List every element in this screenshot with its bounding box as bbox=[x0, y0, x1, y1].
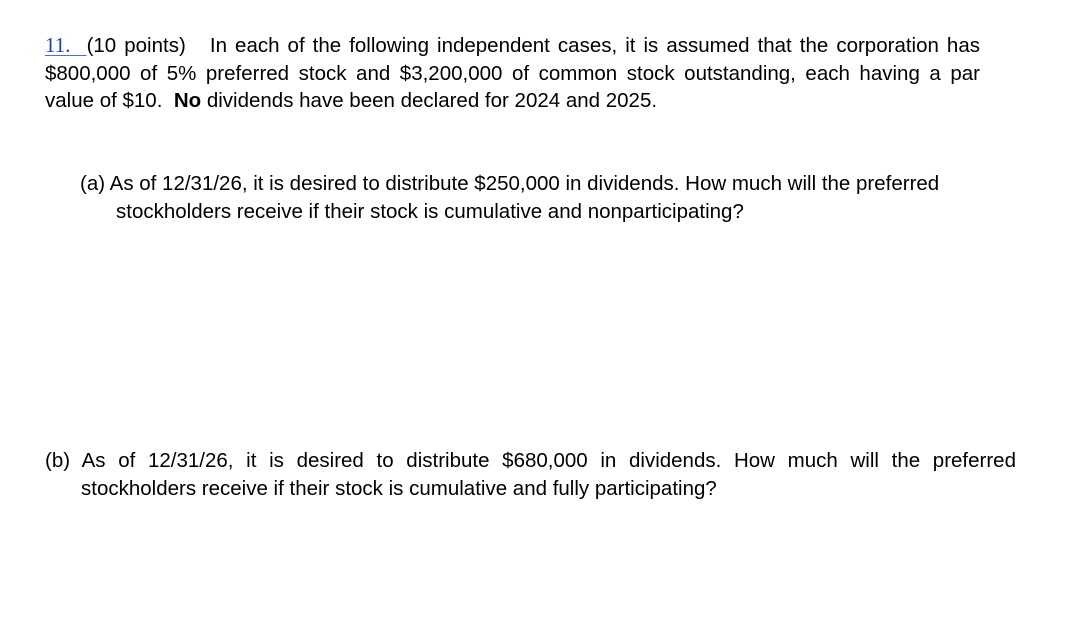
question-number-underline bbox=[70, 34, 86, 57]
question-11 bbox=[45, 32, 980, 115]
part-a bbox=[80, 170, 1016, 225]
part-a-text: As of 12/31/26, it is desired to distribute $250,000 in dividends. How much will the preferred stockholders receive if their stock is cumulative and nonparticipating? bbox=[109, 172, 940, 223]
question-intro-text-continued: dividends have been declared for 2024 and 2025. bbox=[206, 89, 658, 112]
part-a-answer-space bbox=[45, 230, 980, 430]
part-b bbox=[45, 447, 1016, 502]
part-b-answer-space bbox=[45, 508, 980, 628]
question-intro-text: In each of the following independent cases, it is assumed that the corporation has $800,000 of 5% preferred stock and $3,200,000 of common stock outstanding, each having a par value of $10. bbox=[45, 34, 980, 112]
part-a-label: (a) bbox=[80, 172, 106, 195]
question-number: 11. bbox=[45, 33, 71, 57]
part-b-label: (b) bbox=[45, 449, 71, 472]
question-points: (10 points) bbox=[86, 34, 186, 57]
part-b-text: As of 12/31/26, it is desired to distribute $680,000 in dividends. How much will the preferred stockholders receive if their stock is cumulative and fully participating? bbox=[81, 449, 1016, 500]
question-intro-bold: No bbox=[173, 89, 202, 112]
question-intro bbox=[45, 32, 980, 115]
